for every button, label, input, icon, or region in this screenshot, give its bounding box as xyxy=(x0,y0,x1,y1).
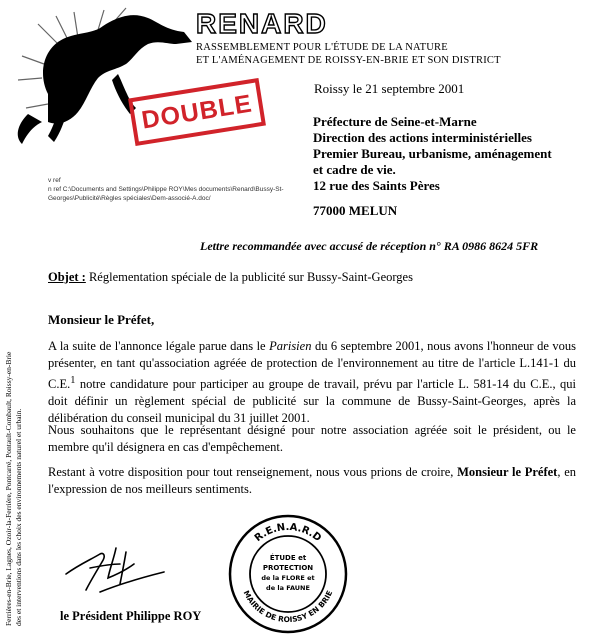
stamp-center-4: de la FAUNE xyxy=(266,584,310,592)
letter-date: Roissy le 21 septembre 2001 xyxy=(314,81,465,96)
recipient-line: 12 rue des Saints Pères xyxy=(313,178,440,193)
recipient-line: Direction des actions interministérielles xyxy=(313,130,532,145)
handwritten-signature xyxy=(60,534,170,596)
brand-logotype xyxy=(196,8,328,40)
file-reference xyxy=(48,176,313,203)
brand-tagline xyxy=(196,41,501,67)
p1-text-c: notre candidature pour participer au groupe de travail, prévu par l'article L. 581-14 du C.E., qui doit définir un règlement spécial de publicité sur la commune de Bussy-Saint-Georges, après la délibération du conseil municipal du 31 juillet 2001. xyxy=(48,377,576,426)
double-stamp: DOUBLE xyxy=(128,78,266,146)
tagline-line-1: RASSEMBLEMENT POUR L'ÉTUDE DE LA NATURE xyxy=(196,42,448,53)
salutation: Monsieur le Préfet, xyxy=(48,312,155,327)
subject-line xyxy=(48,270,413,285)
p1-text-b: du 6 septembre 2001, nous avons l'honneur de vous présenter, en tant qu'association agréée de protection de l'environnement au titre de l'article L.141-1 du C.E. xyxy=(48,339,576,392)
p3-text-b: , en l'expression de nos meilleurs sentiments. xyxy=(48,465,576,496)
recipient-address xyxy=(313,114,583,194)
sidebar-vertical-text xyxy=(0,266,28,626)
subject-text: Réglementation spéciale de la publicité sur Bussy-Saint-Georges xyxy=(88,270,413,284)
sidebar-line-2: des et interventions dans les choix des environnements naturel et urbain. xyxy=(14,408,23,626)
subject-label: Objet : xyxy=(48,270,86,284)
p1-newspaper: Parisien xyxy=(269,339,312,353)
p1-text-a: A la suite de l'annonce légale parue dans le xyxy=(48,339,270,353)
tagline-line-2: ET L'AMÉNAGEMENT DE ROISSY-EN-BRIE ET SON DISTRICT xyxy=(196,55,501,66)
p1-footnote-mark: 1 xyxy=(70,375,76,386)
recipient-line: Premier Bureau, urbanisme, aménagement xyxy=(313,146,552,161)
stamp-center-1: ÉTUDE et xyxy=(269,554,307,562)
body-paragraph-1 xyxy=(48,338,576,427)
stamp-center-3: de la FLORE et xyxy=(261,574,315,582)
body-paragraph-2: Nous souhaitons que le représentant désigné pour notre association agréée soit le président, ou le membre qu'il désignera en cas d'empêchement. xyxy=(48,423,576,454)
body-paragraph-3 xyxy=(48,464,576,498)
sidebar-line-1: Ferrières-en-Brie, Lagnes, Ozoir-la-Ferrière, Pontcarré, Pontault-Combault, Roissy-en-Brie xyxy=(4,351,13,626)
recipient-line: Préfecture de Seine-et-Marne xyxy=(313,114,477,129)
association-round-stamp xyxy=(226,512,350,636)
ref-line: n ref C:\Documents and Settings\Philippe ROY\Mes documents\Renard\Bussy-St- xyxy=(48,186,284,193)
ref-line: v ref xyxy=(48,177,61,184)
recipient-city: 77000 MELUN xyxy=(313,203,398,218)
brand-title: RENARD xyxy=(196,8,328,39)
p3-text-a: Restant à votre disposition pour tout renseignement, nous vous prions de croire, xyxy=(48,465,458,479)
stamp-outer-top: R.E.N.A.R.D xyxy=(252,521,324,545)
stamp-center-2: PROTECTION xyxy=(262,564,314,572)
p3-bold: Monsieur le Préfet xyxy=(457,465,558,479)
recipient-line: et cadre de vie. xyxy=(313,162,396,177)
ref-line: Georges\Publicité\Règles spéciales\Dem-associé-A.doc/ xyxy=(48,195,211,202)
stamp-outer-bottom: MAIRIE DE ROISSY EN BRIE xyxy=(241,589,335,625)
registered-mail-line: Lettre recommandée avec accusé de réception n° RA 0986 8624 5FR xyxy=(200,239,539,253)
signatory-name: le Président Philippe ROY xyxy=(60,609,202,623)
